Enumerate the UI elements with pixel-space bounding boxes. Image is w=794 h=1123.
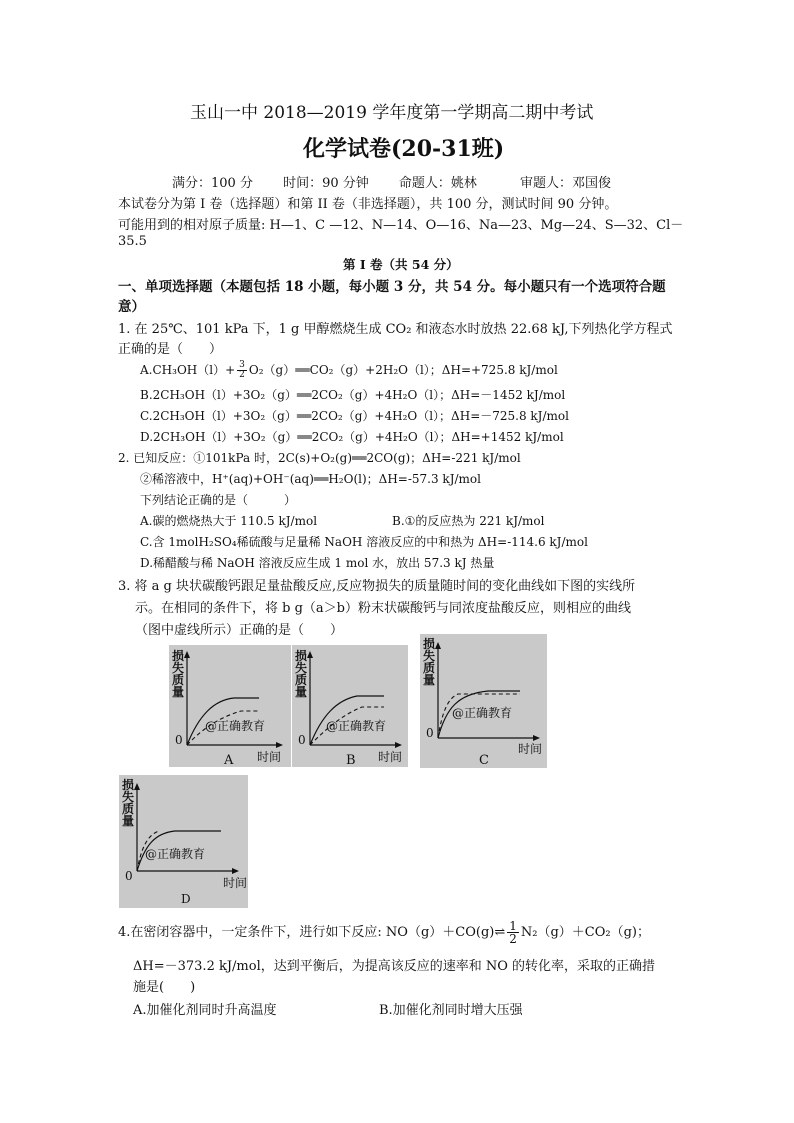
q4-stem-cont2: 施是( ) — [133, 980, 196, 995]
q3-stem-cont: 示。在相同的条件下，将 b g（a＞b）粉末状碳酸钙与同浓度盐酸反应，则相应的曲线 — [135, 601, 631, 616]
graph-d — [119, 775, 248, 908]
graph-a-xlabel: 时间 — [257, 750, 282, 764]
graph-c — [420, 634, 547, 768]
q1-stem-cont: 正确的是（ ） — [118, 342, 223, 357]
graph-d-xlabel: 时间 — [223, 876, 248, 890]
graph-b-origin: 0 — [298, 733, 306, 747]
q2-option-b: B.①的反应热为 221 kJ/mol — [392, 514, 545, 528]
q4-stem-cont: ΔH=－373.2 kJ/mol，达到平衡后，为提高该反应的速率和 NO 的转化率，采取的正确措 — [133, 959, 656, 974]
graph-c-label: C — [479, 753, 489, 768]
graph-a-label: A — [224, 753, 234, 768]
graph-c-xlabel: 时间 — [518, 742, 543, 756]
q4-option-a: A.加催化剂同时升高温度 — [133, 1003, 277, 1018]
graph-d-ylabel: 损 失 质 量 — [122, 778, 135, 828]
part1-title: 第 I 卷（共 54 分） — [343, 257, 459, 272]
exam-subtitle: 化学试卷(20-31班) — [303, 136, 505, 162]
section1-heading-cont: 意） — [118, 299, 145, 315]
graph-c-ylabel: 损 失 质 量 — [423, 637, 436, 687]
exam-info-line: 满分：100 分 时间：90 分钟 命题人：姚林 审题人：邓国俊 — [172, 176, 612, 191]
q2-option-a: A.碳的燃烧热大于 110.5 kJ/mol — [140, 514, 318, 528]
graph-b-ylabel: 损 失 质 量 — [295, 649, 308, 699]
q2-option-d: D.稀醋酸与稀 NaOH 溶液反应生成 1 mol 水，放出 57.3 kJ 热量 — [140, 556, 495, 570]
graph-d-label: D — [181, 892, 191, 906]
atomic-mass-line1: 可能用到的相对原子质量: H—1、C —12、N—14、O—16、Na—23、Mg—24、S—32、Cl－ — [118, 218, 684, 233]
graph-c-watermark: @正确教育 — [452, 706, 513, 720]
q2-stem-cont2: 下列结论正确的是（ ） — [140, 493, 297, 507]
q1-option-b: B.2CH₃OH（l）+3O₂（g）══2CO₂（g）+4H₂O（l）；ΔH=－1452 kJ/mol — [140, 388, 566, 402]
q2-stem: 2. 已知反应：①101kPa 时，2C(s)+O₂(g)══2CO(g)；ΔH=-221 kJ/mol — [118, 451, 521, 465]
graph-b-watermark: @正确教育 — [326, 719, 387, 733]
q1-stem: 1. 在 25℃、101 kPa 下，1 g 甲醇燃烧生成 CO₂ 和液态水时放热 22.68 kJ,下列热化学方程式 — [118, 322, 673, 337]
q2-option-c: C.含 1molH₂SO₄稀硫酸与足量稀 NaOH 溶液反应的中和热为 ΔH=-114.6 kJ/mol — [140, 535, 588, 549]
graph-a-ylabel: 损 失 质 量 — [172, 649, 185, 699]
exam-intro: 本试卷分为第 I 卷（选择题）和第 II 卷（非选择题），共 100 分，测试时间 90 分钟。 — [118, 197, 618, 212]
q4-option-b: B.加催化剂同时增大压强 — [379, 1003, 523, 1018]
q1-option-d: D.2CH₃OH（l）+3O₂（g）══2CO₂（g）+4H₂O（l）；ΔH=+1452 kJ/mol — [140, 430, 564, 444]
q1-option-c: C.2CH₃OH（l）+3O₂（g）══2CO₂（g）+4H₂O（l）；ΔH=－725.8 kJ/mol — [140, 409, 569, 423]
q3-stem: 3. 将 a g 块状碳酸钙跟足量盐酸反应,反应物损失的质量随时间的变化曲线如下图的实线所 — [118, 579, 636, 594]
graph-d-origin: 0 — [125, 869, 133, 883]
q2-stem-cont: ②稀溶液中，H⁺(aq)+OH⁻(aq)══H₂O(l)；ΔH=-57.3 kJ/mol — [140, 472, 481, 486]
q4-stem: 4.在密闭容器中，一定条件下，进行如下反应: NO（g）＋CO(g)⇌ $\frac{1}{2}$ N₂（g）＋CO₂（g)； — [118, 919, 650, 946]
section1-heading: 一、单项选择题（本题包括 18 小题，每小题 3 分，共 54 分。每小题只有一个选项符合题 — [118, 279, 666, 295]
graph-a-watermark: @正确教育 — [205, 719, 266, 733]
graph-b — [292, 645, 408, 767]
q1-option-a: A.CH₃OH（l）+ $\frac{3}{2}$ O₂（g）══CO₂（g）+2H₂O（l）；ΔH=+725.8 kJ/mol — [140, 360, 558, 380]
graph-b-xlabel: 时间 — [378, 750, 403, 764]
q3-stem-cont2: （图中虚线所示）正确的是（ ） — [135, 623, 344, 638]
atomic-mass-line2: 35.5 — [118, 234, 147, 249]
graph-c-origin: 0 — [426, 726, 434, 740]
graph-d-watermark: @正确教育 — [145, 847, 206, 861]
graph-a-origin: 0 — [175, 733, 183, 747]
exam-title: 玉山一中 2018—2019 学年度第一学期高二期中考试 — [190, 103, 594, 123]
graph-a — [169, 645, 291, 767]
graph-b-label: B — [346, 753, 356, 768]
